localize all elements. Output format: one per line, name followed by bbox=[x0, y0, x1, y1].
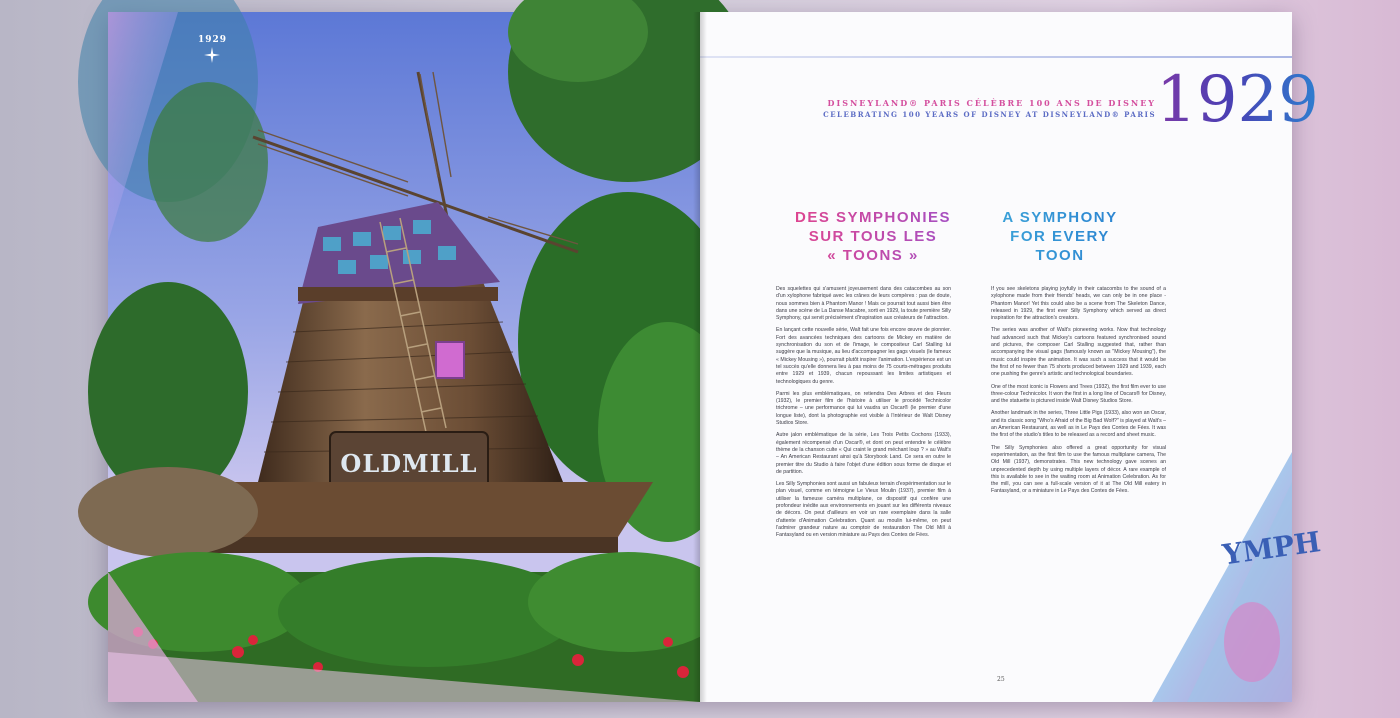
paragraph: Another landmark in the series, Three Little Pigs (1933), also won an Oscar, and its classic song "Who's Afraid of the Big Bad Wolf?" is played at Walt's – an American Restaurant, as well as in Le Pays des Contes de Fées. It was the first of the studio's titles to be released as a record and sheet music. bbox=[991, 410, 1166, 439]
paragraph: One of the most iconic is Flowers and Trees (1932), the first film ever to use three-colour Technicolor. It won the first in a long line of Oscars® for Disney, and the statuette is pictured inside Walt Disney Studios Store. bbox=[991, 383, 1166, 405]
heading-en: A SYMPHONY FOR EVERY TOON bbox=[975, 208, 1145, 265]
old-mill-sign: OLDMILL bbox=[340, 449, 478, 478]
paragraph: Les Silly Symphonies sont aussi un fabuleux terrain d'expérimentation sur le plan visuel, comme en témoigne Le Vieux Moulin (1937), premier film à utiliser la fameuse caméra multiplane, ce dispositif qui confère une profondeur inédite aux environnements en jouant sur les différents niveaux de décors. On peut d'ailleurs en voir un rare exemplaire dans la salle d'attente d'Animation Celebration. Quant au moulin lui-même, on peut l'admirer grandeur nature au comptoir de restauration The Old Mill à Fantasyland ou en version miniature au Pays des Contes de Fées. bbox=[776, 481, 951, 539]
page-number: 25 bbox=[997, 676, 1005, 683]
body-column-fr bbox=[776, 286, 951, 545]
silly-symphony-poster bbox=[1092, 452, 1323, 702]
header-rule bbox=[700, 56, 1292, 58]
year-label-small: 1929 bbox=[198, 35, 228, 45]
year-heading: 1929 bbox=[1156, 63, 1319, 137]
left-page-photo bbox=[108, 12, 700, 702]
paragraph: En lançant cette nouvelle série, Walt fait une fois encore œuvre de pionnier. Fort des avancées techniques des cartoons de Mickey en matière de synchronisation du son et de l'image, le compositeur Carl Stalling lui suggère que la musique, au lieu d'accompagner les gags visuels (le fameux « Mickey Mousing »), pourrait plutôt inspirer l'animation. L'expérience est un tel succès qu'elle donnera lieu à pas moins de 75 courts-métrages produits entre 1929 et 1939, chacun repoussant les limites artistiques et technologiques du genre. bbox=[776, 327, 951, 385]
sparkle-icon bbox=[204, 47, 220, 63]
magazine-spread bbox=[108, 12, 1323, 702]
poster-title: YMPH bbox=[1220, 525, 1323, 572]
paragraph: The series was another of Walt's pioneering works. Now that technology had advanced such that Mickey's cartoons featured synchronised sound and pictures, the composer Carl Stalling suggested that, rather than accompanying the visual gags (famously known as "Mickey Mousing"), the music could inspire the animation. It was such a success that it would be the first of no fewer than 75 shorts produced between 1929 and 1939, each one pushing the genre's artistic and technological boundaries. bbox=[991, 327, 1166, 378]
brand-title-fr: DISNEYLAND® PARIS CÉLÈBRE 100 ANS DE DISNEY bbox=[827, 98, 1156, 108]
brand-header bbox=[823, 98, 1156, 119]
paragraph: Parmi les plus emblématiques, on retiendra Des Arbres et des Fleurs (1932), le premier film de l'histoire à utiliser le procédé Technicolor trichrome – une performance qui lui vaudra un Oscar® (le premier d'une longue liste), dont la photographie est visible à l'intérieur de Walt Disney Studios Store. bbox=[776, 390, 951, 427]
heading-fr: DES SYMPHONIES SUR TOUS LES « TOONS » bbox=[788, 208, 958, 265]
paragraph: Autre jalon emblématique de la série, Les Trois Petits Cochons (1933), également récompensé d'un Oscar®, et dont on peut entendre le célèbre thème de la chanson culte « Qui craint le grand méchant loup ? » au Walt's – An American Restaurant ainsi qu'à Storybook Land. Ce sera en outre le premier titre du Studio à faire l'objet d'une édition sous forme de disque et de partition. bbox=[776, 432, 951, 475]
paragraph: If you see skeletons playing joyfully in their catacombs to the sound of a xylophone made from their friends' heads, we can only be in one place - Phantom Manor! Yet this could also be a scene from The Skeleton Dance, released in 1929, the first ever Silly Symphony which served as direct inspiration for the attraction's creators. bbox=[991, 286, 1166, 322]
paragraph: Des squelettes qui s'amusent joyeusement dans des catacombes au son d'un xylophone fabriqué avec les crânes de leurs compères : pas de doute, nous sommes bien à Phantom Manor ! Mais ce pourrait tout aussi bien être dans une scène de La Danse Macabre, sorti en 1929, la toute première Silly Symphony, qui servit précisément d'inspiration aux créateurs de l'attraction. bbox=[776, 286, 951, 322]
brand-title-en: CELEBRATING 100 YEARS OF DISNEY AT DISNEYLAND® PARIS bbox=[823, 110, 1156, 119]
right-page-text bbox=[700, 12, 1323, 702]
windmill-photo bbox=[108, 12, 700, 702]
paragraph: The Silly Symphonies also offered a great opportunity for visual experimentation, as the first film to use the famous multiplane camera, The Old Mill (1937), demonstrates. This new technology gave scenes an unprecedented depth by using multiple layers of décor. A rare example of this is available to see in the waiting room at Animation Celebration. As for the mill, you can see a full-scale version of it at The Old Mill eatery in Fantasyland, or a miniature in Le Pays des Contes de Fées. bbox=[991, 444, 1166, 495]
